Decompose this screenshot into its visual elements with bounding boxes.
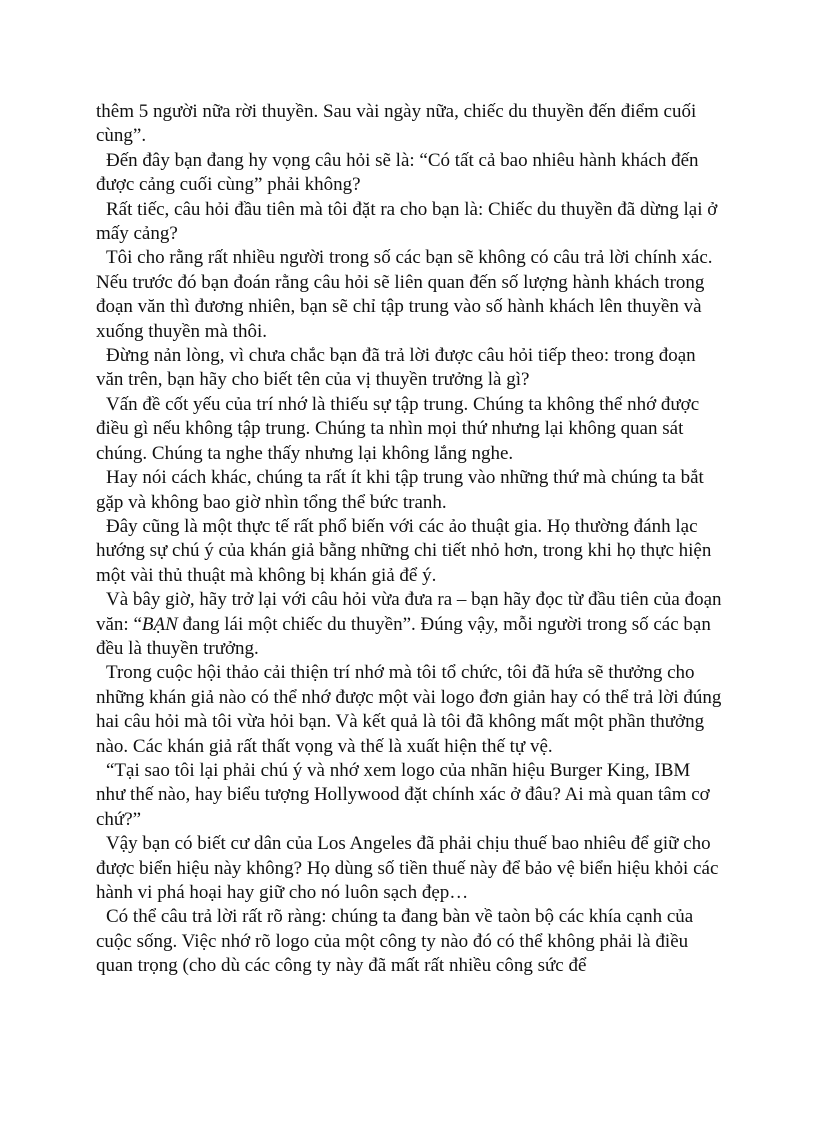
paragraph: Đến đây bạn đang hy vọng câu hỏi sẽ là: “Có tất cả bao nhiêu hành khách đến được cảng cuối cùng” phải không? xyxy=(96,149,699,196)
paragraph: Trong cuộc hội thảo cải thiện trí nhớ mà tôi tổ chức, tôi đã hứa sẽ thưởng cho những khán giả nào có thể nhớ được một vài logo đơn giản hay có thể trả lời đúng hai câu hỏi mà tôi vừa hỏi bạn. Và kết quả là tôi đã không mất một phần thưởng nào. Các khán giả rất thất vọng và thế là xuất hiện thế tự vệ. xyxy=(96,662,722,757)
paragraph xyxy=(96,588,724,661)
paragraph: Có thể câu trả lời rất rõ ràng: chúng ta đang bàn về taòn bộ các khía cạnh của cuộc sống. Việc nhớ rõ logo của một công ty nào đó có thể không phải là điều quan trọng (cho dù các công ty này đã mất rất nhiều công sức để xyxy=(96,906,694,977)
paragraph: “Tại sao tôi lại phải chú ý và nhớ xem logo của nhãn hiệu Burger King, IBM như thế nào, hay biểu tượng Hollywood đặt chính xác ở đâu? Ai mà quan tâm cơ chứ?” xyxy=(96,759,710,830)
paragraph: Vấn đề cốt yếu của trí nhớ là thiếu sự tập trung. Chúng ta không thể nhớ được điều gì nếu không tập trung. Chúng ta nhìn mọi thứ nhưng lại không quan sát chúng. Chúng ta nghe thấy nhưng lại không lắng nghe. xyxy=(96,393,700,464)
paragraph-text: đang lái một chiếc du thuyền”. Đúng vậy, mỗi người trong số các bạn đều là thuyền trưởng. xyxy=(96,613,711,659)
paragraph: Vậy bạn có biết cư dân của Los Angeles đã phải chịu thuế bao nhiêu để giữ cho được biển hiệu này không? Họ dùng số tiền thuế này để bảo vệ biển hiệu khỏi các hành vi phá hoại hay giữ cho nó luôn sạch đẹp… xyxy=(96,833,719,903)
paragraph-text: Và bây giờ, hãy trở lại với câu hỏi vừa đưa ra – bạn hãy đọc từ đầu tiên của đoạn văn: “ xyxy=(96,589,722,635)
paragraph: Rất tiếc, câu hỏi đầu tiên mà tôi đặt ra cho bạn là: Chiếc du thuyền đã dừng lại ở mấy cảng? xyxy=(96,198,718,245)
document-body xyxy=(96,100,724,979)
paragraph: Hay nói cách khác, chúng ta rất ít khi tập trung vào những thứ mà chúng ta bắt gặp và không bao giờ nhìn tổng thể bức tranh. xyxy=(96,467,704,513)
emphasis-text: BẠN xyxy=(141,613,178,635)
paragraph: Tôi cho rằng rất nhiều người trong số các bạn sẽ không có câu trả lời chính xác. Nếu trước đó bạn đoán rằng câu hỏi sẽ liên quan đến số lượng hành khách trong đoạn văn thì đương nhiên, bạn sẽ chỉ tập trung vào số hành khách lên thuyền và xuống thuyền mà thôi. xyxy=(96,247,713,342)
paragraph: Đây cũng là một thực tế rất phổ biến với các ảo thuật gia. Họ thường đánh lạc hướng sự chú ý của khán giả bằng những chi tiết nhỏ hơn, trong khi họ thực hiện một vài thủ thuật mà không bị khán giả để ý. xyxy=(96,515,712,586)
paragraph: thêm 5 người nữa rời thuyền. Sau vài ngày nữa, chiếc du thuyền đến điểm cuối cùng”. xyxy=(96,101,697,147)
paragraph: Đừng nản lòng, vì chưa chắc bạn đã trả lời được câu hỏi tiếp theo: trong đoạn văn trên, bạn hãy cho biết tên của vị thuyền trưởng là gì? xyxy=(96,345,696,391)
